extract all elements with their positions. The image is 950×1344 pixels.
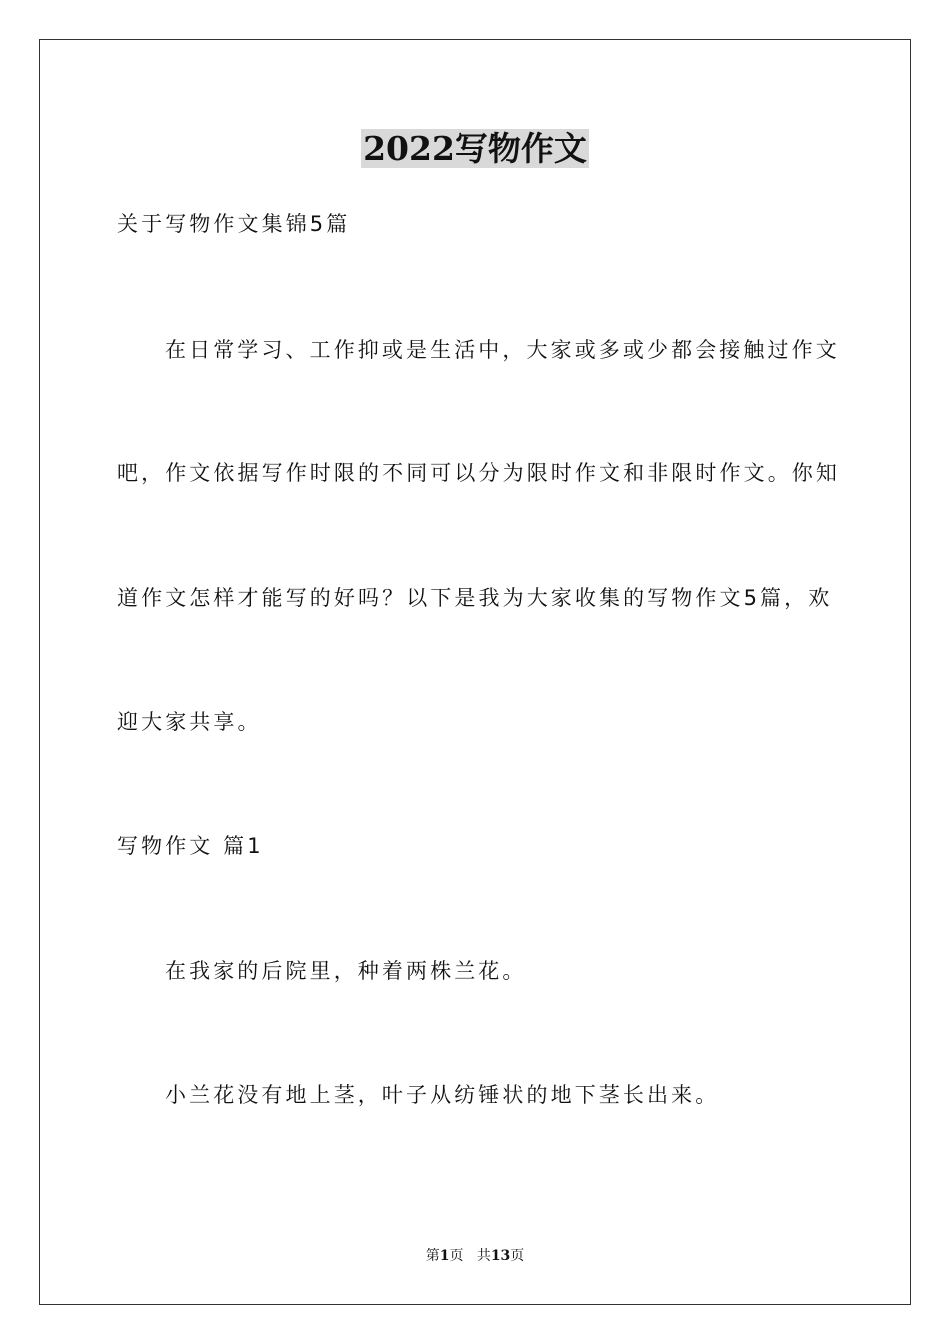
- section-heading: 写物作文 篇1: [117, 834, 264, 858]
- footer-page-suffix: 页: [449, 1248, 464, 1264]
- footer-total-suffix: 页: [510, 1248, 525, 1264]
- document-subtitle: 关于写物作文集锦5篇: [117, 212, 351, 236]
- intro-line-4: 迎大家共享。: [117, 710, 262, 734]
- intro-line-3: 道作文怎样才能写的好吗？以下是我为大家收集的写物作文5篇，欢: [117, 586, 833, 610]
- footer-page-prefix: 第: [425, 1248, 440, 1264]
- intro-line-2: 吧，作文依据写作时限的不同可以分为限时作文和非限时作文。你知: [117, 461, 840, 485]
- footer-page-current: 1: [439, 1248, 450, 1264]
- section-paragraph-2: 小兰花没有地上茎，叶子从纺锤状的地下茎长出来。: [165, 1083, 720, 1107]
- page-footer: [0, 1246, 950, 1266]
- footer-total-prefix: 共: [476, 1248, 491, 1264]
- footer-page-total: 13: [490, 1248, 511, 1264]
- intro-line-1: 在日常学习、工作抑或是生活中，大家或多或少都会接触过作文: [165, 338, 840, 362]
- section-paragraph-1: 在我家的后院里，种着两株兰花。: [165, 959, 527, 983]
- document-title-text: 2022写物作文: [363, 129, 587, 168]
- document-title: [0, 127, 950, 171]
